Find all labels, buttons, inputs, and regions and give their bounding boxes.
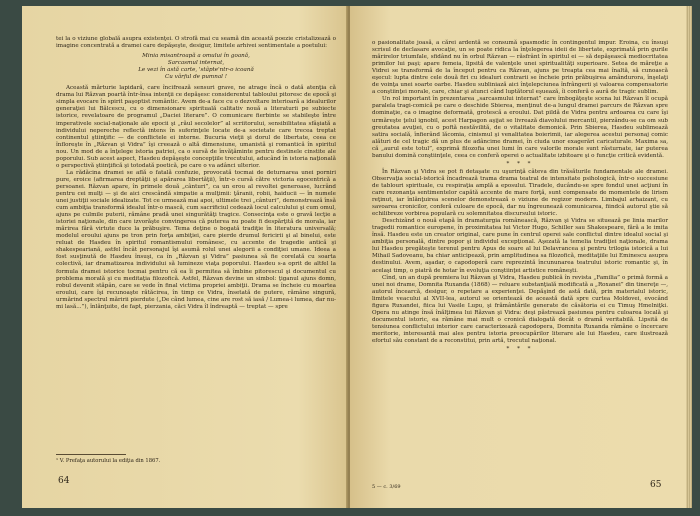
left-page-text bbox=[56, 36, 336, 311]
poem-line: Le vezi în astă carte, 'stâpte'ntr-o icoană bbox=[138, 67, 254, 74]
right-paragraph-2: Un rol important în prezentarea „sarcasmului internat” care îmbogăţeşte scena lui Răzvan îl ocupă paralela tragi-comică pe care o deschide Sbierea, menţinut de-a lungul dramei parcurs de Răzvan spre dominaţie, ca o imagine deformată, grotescă a eroului. Dat pildă de Vidra pentru ardoarea cu care îşi urmăreşte ţelul ignobil, acest Harpagon aşijat se livrează diavolului mercantil, pierzându-se ca om sub greutatea avuţiei, cu o poftă nestăvilită, de o vitalitate demonică. Prin Sbierea, Hasdeu sublimează satira socială, înfierând lăcomia, cinismul şi venalitatea boierimii, iar alegerea acestui personaj comic alături de cel tragic dă un plus de adâncime dramei, în ciuda unor exagerări caricaturale. Maxima sa, că „aurul este totul”, exprimă filozofia unei lumi în care valorile morale sunt răsturnate, iar puterea banului domină conştiinţele, ceea ce conferă operei o actualitate izbitoare şi o funcţie critică evidentă. bbox=[372, 96, 668, 159]
right-paragraph-5: Cînd, un an după premiera lui Răzvan şi Vidra, Hasdeu publică în revista „Familia” o primă formă a unei noi drame, Domnita Ruxanda (1868) — reluare substanţială modificată a „Roxanei” din tinereţe —, autorul încearcă, desigur, o repetare a experienţei. Depăşind de astă dată, prin materialul istoric, limitele veacului al XVII-lea, autorul se orientează de această dată spre curtea Moldovei, evocând figura Ruxandei, fiica lui Vasile Lupu, şi frământările generate de căsătoria ei cu Timuş Hmelniţki. Opera nu atinge însă înălţimea lui Răzvan şi Vidra: deşi păstrează pasiunea pentru culoarea locală şi documentul istoric, ea rămâne mai mult o cronică dialogată decât o dramă veritabilă. Lipsită de tensiunea conflictului interior care caracterizează capodopera, Domnita Ruxanda rămâne o încercare meritorie, interesantă mai ales pentru istoria preocupărilor literare ale lui Hasdeu, care ilustrează efortul său constant de a reconstitui, prin artă, trecutul naţional. bbox=[372, 274, 668, 344]
right-paragraph-1: o pasionalitate joasă, a cărei ardentă se consumă spasmodic în contingentul impur. Eroina, cu însuşi scrisul de declasare avocaţie, un se poate ridica la înţelegerea ideii de libertate, exprimată prin gurile mărirelor triumfale, sfidând nu în orbul Răzvan — răsfrânt în spiritul ei — să depăşească mediocritatea primilor lui paşi; apare femeia, lipsită de valenţele unei spiritualităţi superioare. Setea de măreţie a Vidrei se transformă de la început pentru ca Răzvan, ajuns pe treapta cea mai înaltă, să cunoască eşecul: lupta dintre cele două firi cu idealuri contrarii se încheie prin prăbuşirea amândurora, înşelaţi de voinţa unei soarte oarbe. Hasdeu subliniază aici înţelepciunea înfrângerii şi valoarea compensatorie a conştiinţei morale, care, chiar şi atunci când luptătorul eşuează, îi conferă o aură de tragic sublim. bbox=[372, 40, 668, 96]
right-page bbox=[350, 6, 686, 508]
page-number-right: 65 bbox=[650, 480, 662, 490]
poem-line: Cu vârful de pumnal ! bbox=[165, 74, 227, 81]
page-number-left: 64 bbox=[58, 476, 70, 486]
right-paragraph-3: În Răzvan şi Vidra se pot fi detaşate cu uşurinţă câteva din trăsăturile fundamentale ale dramei. Observaţia social-istorică încadrează trama drama teatral de intensitate psihologică, într-o succesiune de tablouri spirituale, cu respiraţia amplă a eposului. Tiradele, ducându-se spre fondul unei acţiuni în care rezonanţa sentimentelor capătă accente de mare forţă, sunt compensate de momentele de lirism reţinut, iar înlănţuirea scenelor demonstrează o viziune de regizor modern. Limbajul arhaizant, cu savoarea cronicilor, conferă culoare de epocă, dar nu îngreunează comunicarea, fiindcă autorul ştie să echilibreze vorbirea populară cu solemnitatea discursului istoric. bbox=[372, 168, 668, 218]
left-paragraph-3: La rădăcina dramei se află o fatală confuzie, provocată tocmai de deturnarea unei porniri pure, eroice (afirmarea dreptăţii şi apărarea libertăţii), într-o cursă către victoria egocentrică a persoanei. Răzvan apare, în primele două „cânturi”, ca un erou al revoltei generoase, lucrând pentru cei mulţi — şi de aici crescândă simpatie a mulţimii: ţăranii, robii, haiducii — în numele unei justiţii sociale idealizate. Tot ce urmează mai apoi, ultimele trei „cânturi”, demonstrează însă cum ambiţia transformă idealul într-o mască, cum sacrificiul cedează locul calculului şi cum omul, ajuns pe culmile puterii, rămâne pradă unei singurătăţi tragice. Consecinţa este o gravă lecţie a istoriei naţionale, din care izvorăşte convingerea că puterea nu poate fi despărţită de morala, iar mărirea fără virtute duce la prăbuşire. Tema deţine o bogată tradiţie în literatura universală; modelul eroului ajuns pe tron prin forţa ambiţiei, care pierde drumul fericirii şi al binelui, este reluat de Hasdeu în spiritul romantismului românesc, cu accente de tragedie antică şi shakespeariană, astfel încât personajul îşi asumă rolul unei alegorii a condiţiei umane. Ideea a fost susţinută de Hasdeu însuşi, ca în „Răzvan şi Vidra” pasiunea să fie corelată cu soarta colectivă, iar dramatizarea individului să lumineze viaţa poporului. Hasdeu s-a oprit de altfel la formula dramei istorice tocmai pentru că ea îi permitea să îmbine pitorescul şi documentul cu problema morală şi cu meditaţia filozofică. Astfel, Răzvan devine un simbol: ţiganul ajuns domn, robul devenit stăpân, care se vede în final victima propriei ambiţii. Drama se încheie cu moartea eroului, care îşi recunoaşte rătăcirea, în timp ce Vidra, însetată de putere, rămâne singură, urmărind spectrul măririi pierdute („De când lumea, cine are rost să iasă / Lumea-i lumea, dar nu-mi lasă...”), înlănţuite, de fapt, pierzania, căci Vidra îl îndreaptă — treptat — spre bbox=[56, 169, 336, 310]
right-paragraph-4: Deschizând o nouă etapă în dramaturgia românească, Răzvan şi Vidra se situează pe linia marilor tragedii romantice europene, în proximitatea lui Victor Hugo, Schiller sau Shakespeare, fără a le imita însă. Hasdeu este un creator original, care pune în centrul operei sale conflictul dintre idealul social şi ambiţia personală, dintre popor şi individul excepţional. Aşezată la temelia tradiţiei naţionale, drama lui Hasdeu pregăteşte terenul pentru Apus de soare al lui Delavrancea şi pentru trilogia istorică a lui Mihail Sadoveanu, ba chiar anticipează, prin amplitudinea sa filozofică, meditaţiile lui Eminescu asupra destinului. Avem, aşadar, o capodoperă care reprezintă încununarea teatrului istoric romantic şi, în acelaşi timp, o piatră de hotar în evoluţia conştiinţei artistice româneşti. bbox=[372, 218, 668, 274]
right-page-text bbox=[372, 40, 668, 354]
poem-line: Sarcasmul internat, bbox=[167, 60, 225, 67]
printer-signature-mark: 5 — c. 3/69 bbox=[372, 484, 401, 490]
section-separator-end: * * * bbox=[506, 346, 534, 353]
poem-stanza bbox=[56, 53, 336, 81]
footnote: ¹ V. Prefaţa autorului la ediţia din 1867. bbox=[56, 458, 161, 464]
left-page bbox=[22, 6, 348, 508]
left-paragraph-1: tei la o viziune globală asupra existenţei. O strofă mai cu seamă din această poezie cristalizează o imagine concentrată a dramei care depăşeşte, desigur, limitele arhivei sentimentale a poetului: bbox=[56, 36, 336, 50]
page-edges bbox=[686, 6, 692, 508]
left-paragraph-2: Această mărturie lapidară, care încifrează sensuri grave, ne atrage încă o dată atenţia că drama lui Răzvan poartă într-însa intenţii ce depăşesc considerentul tabloului pitoresc de epocă şi simpla evocare în spirit paşoptist romântic. Avem de-a face cu o dezvoltare interioară a idealurilor generaţiei lui Bălcescu, cu o dimensionare spirituală calitativ nouă a literaturii pe subiecte istorice, revelatoare de programul „Daciei literare”. O comunicare fierbinte se stabileşte între imperativele social-naţionale ale epocii şi „răul secolelor” al scriitorului, sensibilitatea sfâşiată a individului nepereche reflectă intens în suferinţele locate de-a societate care trecea treptat continentul ştiinţific — de conflictele ei interne. Bucuria vieţii şi dorul de libertate, ceea ce înfloreşte în „Răzvan şi Vidra” îşi creează o altă dimensiune, umanistă şi romantică în spiritul nou. Un mod de a înţelege istoria patriei, ca o sursă de învăţăminte pentru destinele cinstite ale poporului. Sub acest aspect, Hasdeu depăşeşte concepţiile trecutului, aducând în istoria naţională o perspectivă ştiinţifică şi totodată poetică, pe care o va adânci ulterior. bbox=[56, 85, 336, 169]
footnote-rule bbox=[56, 454, 126, 455]
section-separator: * * * bbox=[506, 160, 534, 167]
poem-line: Minia misantroapă a omului în goană, bbox=[142, 53, 250, 60]
